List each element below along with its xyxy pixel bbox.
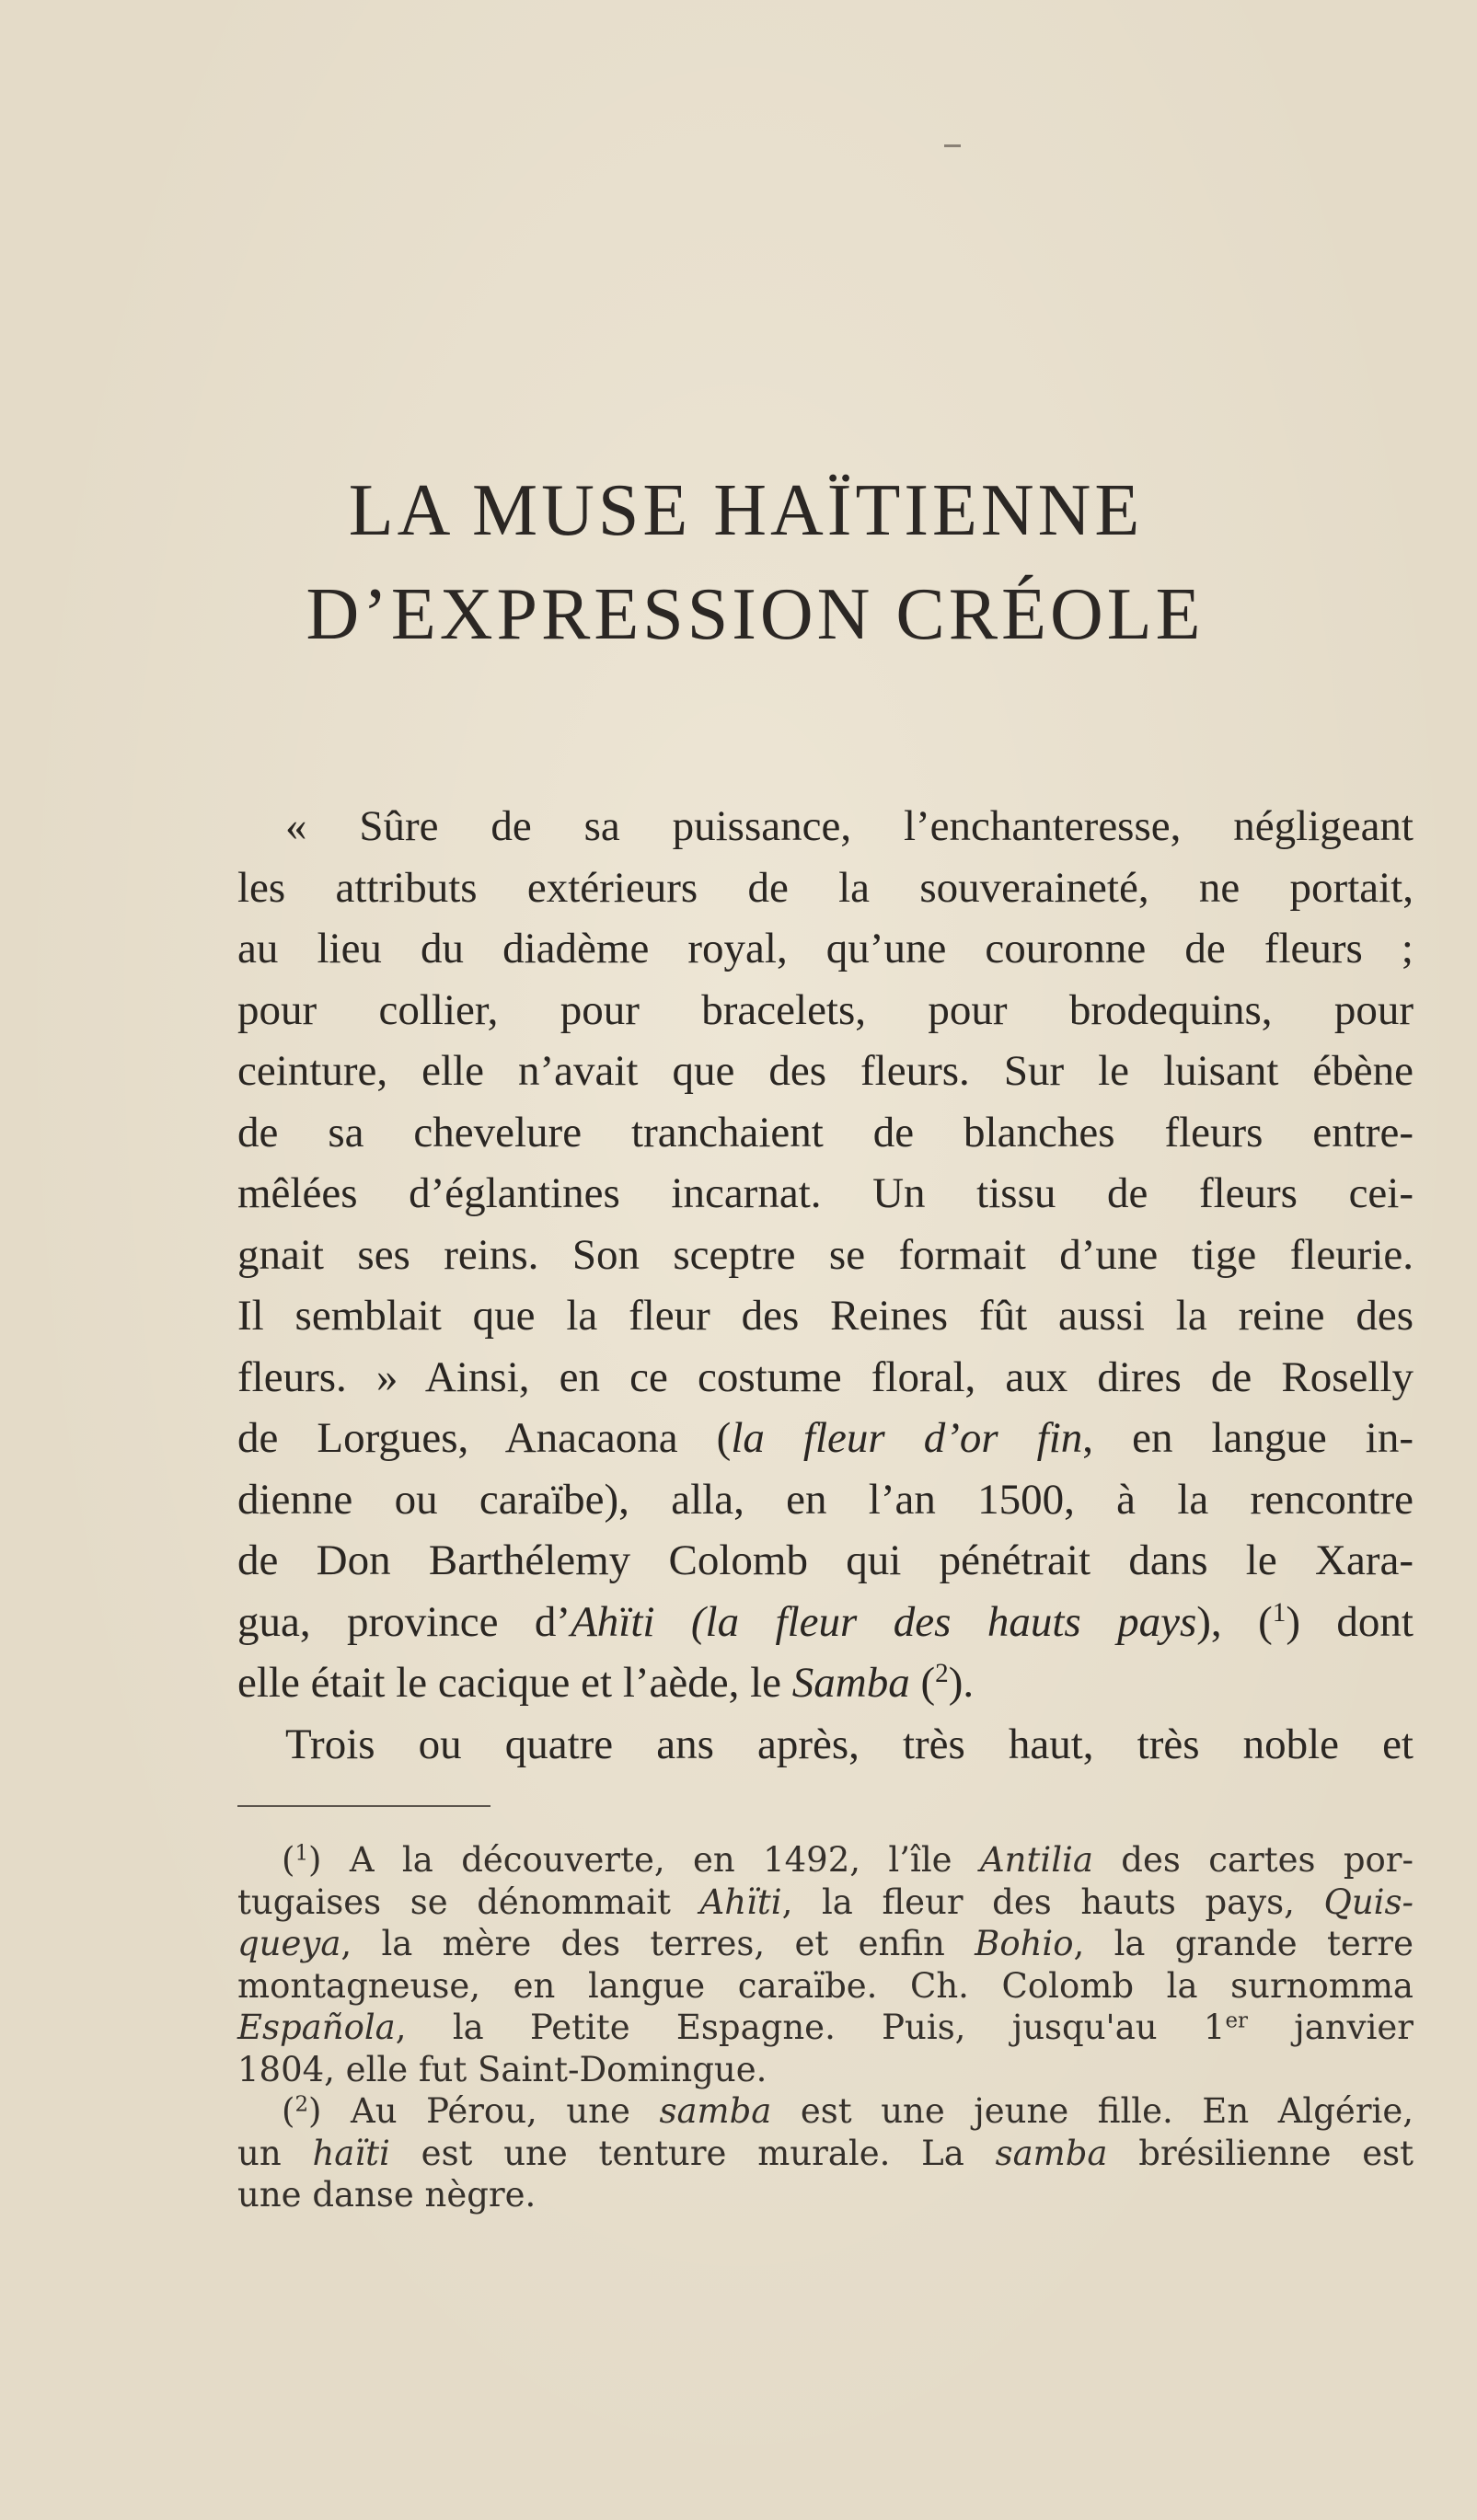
body-line (237, 1592, 1414, 1653)
body-line: pour collier, pour bracelets, pour brodequins, pour (237, 985, 1414, 1034)
body-line: mêlées d’églantines incarnat. Un tissu de fleurs cei- (237, 1169, 1414, 1217)
body-line: fleurs. » Ainsi, en ce costume floral, aux dires de Roselly (237, 1352, 1414, 1401)
text-run: tugaises se dénommait (237, 1881, 700, 1922)
body-line (237, 1408, 1414, 1469)
italic-run: haïti (312, 2133, 390, 2173)
footnote-line (237, 2007, 1414, 2049)
chapter-title-line-2: D’EXPRESSION CRÉOLE (306, 574, 1205, 655)
text-run: , la mère des terres, et enfin (340, 1924, 975, 1963)
footnote-line: 1804, elle fut Saint-Domingue. (237, 2049, 767, 2089)
body-line: au lieu du diadème royal, qu’une couronne de fleurs ; (237, 925, 1414, 972)
body-line: Trois ou quatre ans après, très haut, très noble et (285, 1720, 1414, 1768)
text-run: brésilienne est (1107, 2133, 1414, 2173)
body-line (237, 1652, 1414, 1714)
italic-run: Quis- (1323, 1881, 1414, 1922)
italic-run: Antilia (979, 1840, 1093, 1880)
italic-run: Ahïti (699, 1881, 782, 1922)
text-run: , la fleur des hauts pays, (781, 1881, 1324, 1922)
text-run: ) Au Pérou, une (308, 2091, 660, 2131)
body-line: gnait ses reins. Son sceptre se formait d’une tige fleurie. (237, 1230, 1414, 1279)
text-run: , la grande terre (1073, 1924, 1414, 1963)
body-line: de Don Barthélemy Colomb qui pénétrait dans le Xara- (237, 1536, 1414, 1584)
footnote-line (237, 1839, 1414, 1881)
text-run: un (237, 2133, 313, 2173)
text-run: , en langue in- (1082, 1414, 1414, 1462)
footnote-line: une danse nègre. (237, 2175, 537, 2215)
italic-run: la fleur d’or fin (731, 1414, 1083, 1462)
footnotes (237, 1839, 1414, 2216)
italic-run: samba (659, 2091, 772, 2131)
text-run: des cartes por- (1092, 1840, 1414, 1880)
text-run: gua, province d’ (237, 1597, 571, 1646)
footnote-number: 1 (294, 1841, 309, 1866)
body-line: « Sûre de sa puissance, l’enchanteresse, négligeant (285, 802, 1414, 850)
footnote-line (237, 1923, 1414, 1965)
italic-run: samba (995, 2133, 1108, 2173)
text-run: ), ( (1196, 1597, 1273, 1646)
footnote-line (237, 2133, 1414, 2175)
body-line: dienne ou caraïbe), alla, en l’an 1500, à la rencontre (237, 1475, 1414, 1524)
text-run: ). (948, 1659, 975, 1707)
chapter-title-line-1: LA MUSE HAÏTIENNE (348, 470, 1144, 551)
text-run: ( (282, 2091, 295, 2131)
italic-run: queya (237, 1924, 341, 1963)
footnote-line: montagneuse, en langue caraïbe. Ch. Colomb la surnomma (237, 1965, 1414, 2006)
italic-run: Española (237, 2008, 396, 2047)
footnote-ref: 1 (1272, 1597, 1287, 1628)
text-run: ( (282, 1840, 295, 1880)
body-line: les attributs extérieurs de la souveraineté, ne portait, (237, 863, 1414, 912)
italic-run: Samba (791, 1659, 910, 1707)
body-line: ceinture, elle n’avait que des fleurs. Sur le luisant ébène (237, 1047, 1414, 1095)
italic-run: Bohio (975, 1924, 1074, 1963)
footnote-number: 2 (294, 2092, 309, 2117)
body-line: Il semblait que la fleur des Reines fût aussi la reine des (237, 1292, 1414, 1340)
text-run: ( (909, 1659, 936, 1707)
text-run: est une tenture murale. La (389, 2133, 996, 2173)
footnote-rule (237, 1805, 490, 1807)
superscript: er (1225, 2008, 1248, 2033)
text-run: de Lorgues, Anacaona ( (237, 1414, 732, 1462)
text-run: est une jeune fille. En Algérie, (771, 2091, 1414, 2131)
text-run: ) dont (1286, 1597, 1414, 1646)
text-run: , la Petite Espagne. Puis, jusqu'au 1 (395, 2008, 1226, 2047)
page-dash-mark (944, 144, 961, 147)
body-line: de sa chevelure tranchaient de blanches fleurs entre- (237, 1108, 1414, 1156)
footnote-line (237, 1881, 1414, 1924)
italic-run: Ahïti (la fleur des hauts pays (571, 1597, 1197, 1646)
footnote-ref: 2 (935, 1658, 949, 1688)
footnote-line (237, 2090, 1414, 2133)
text-run: ) A la découverte, en 1492, l’île (308, 1840, 980, 1880)
text-run: janvier (1248, 2008, 1414, 2047)
body-text (237, 796, 1414, 1775)
text-run: elle était le cacique et l’aède, le (237, 1659, 792, 1707)
